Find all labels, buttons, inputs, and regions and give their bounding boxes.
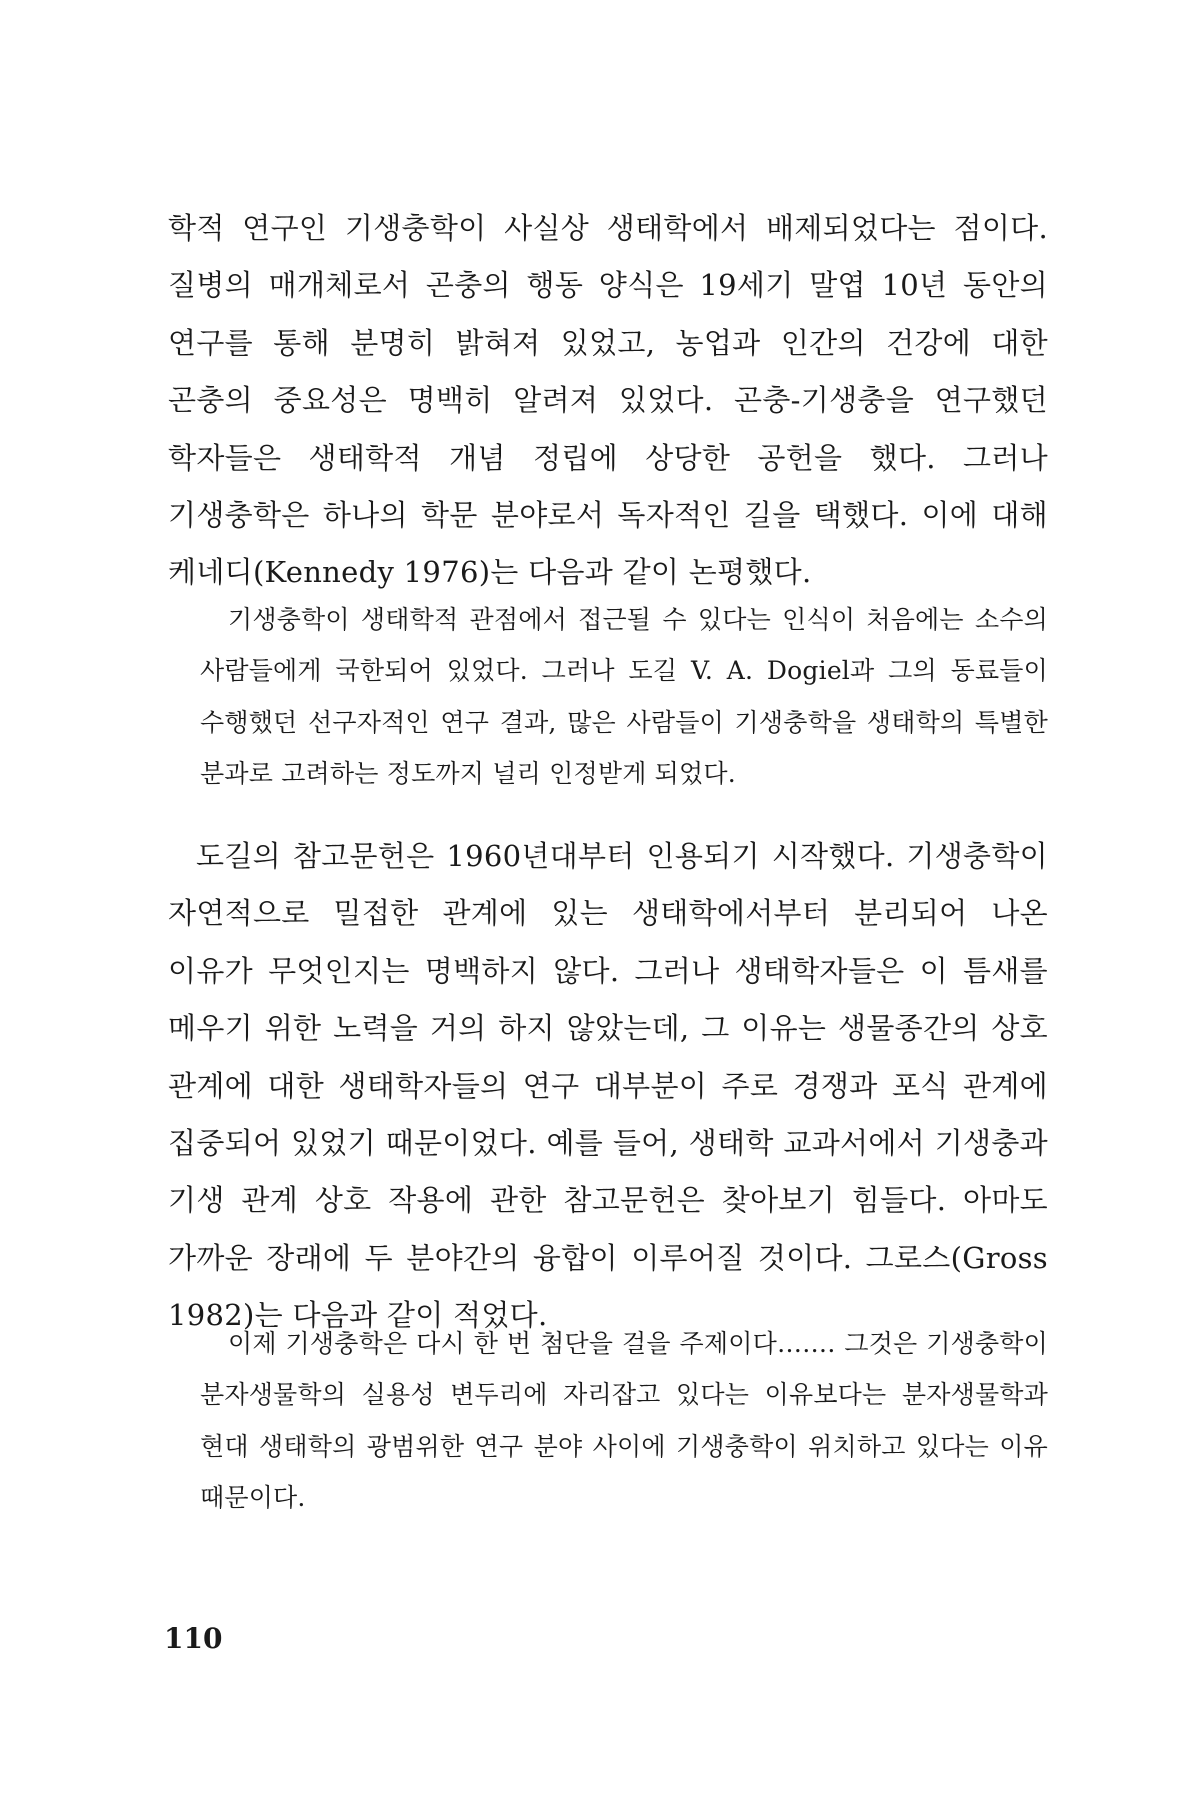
body-paragraph-1: 학적 연구인 기생충학이 사실상 생태학에서 배제되었다는 점이다. 질병의 매개체로서 곤충의 행동 양식은 19세기 말엽 10년 동안의 연구를 통해 분명히 밝혀져 있었고, 농업과 인간의 건강에 대한 곤충의 중요성은 명백히 알려져 있었다. 곤충-기생충을 연구했던 학자들은 생태학적 개념 정립에 상당한 공헌을 했다. 그러나 기생충학은 하나의 학문 분야로서 독자적인 길을 택했다. 이에 대해 케네디(Kennedy 1976)는 다음과 같이 논평했다.	[168, 211, 1048, 590]
page-number: 110	[164, 1622, 223, 1655]
block-quote-kennedy: 기생충학이 생태학적 관점에서 접근될 수 있다는 인식이 처음에는 소수의 사람들에게 국한되어 있었다. 그러나 도길 V. A. Dogiel과 그의 동료들이 수행했던 선구자적인 연구 결과, 많은 사람들이 기생충학을 생태학의 특별한 분과로 고려하는 정도까지 널리 인정받게 되었다.	[200, 605, 1048, 788]
body-paragraph-2: 도길의 참고문헌은 1960년대부터 인용되기 시작했다. 기생충학이 자연적으로 밀접한 관계에 있는 생태학에서부터 분리되어 나온 이유가 무엇인지는 명백하지 않다. 그러나 생태학자들은 이 틈새를 메우기 위한 노력을 거의 하지 않았는데, 그 이유는 생물종간의 상호 관계에 대한 생태학자들의 연구 대부분이 주로 경쟁과 포식 관계에 집중되어 있었기 때문이었다. 예를 들어, 생태학 교과서에서 기생충과 기생 관계 상호 작용에 관한 참고문헌은 찾아보기 힘들다. 아마도 가까운 장래에 두 분야간의 융합이 이루어질 것이다. 그로스(Gross 1982)는 다음과 같이 적었다.	[168, 839, 1048, 1333]
block-quote-gross: 이제 기생충학은 다시 한 번 첨단을 걸을 주제이다……. 그것은 기생충학이 분자생물학의 실용성 변두리에 자리잡고 있다는 이유보다는 분자생물학과 현대 생태학의 광범위한 연구 분야 사이에 기생충학이 위치하고 있다는 이유 때문이다.	[200, 1329, 1048, 1512]
